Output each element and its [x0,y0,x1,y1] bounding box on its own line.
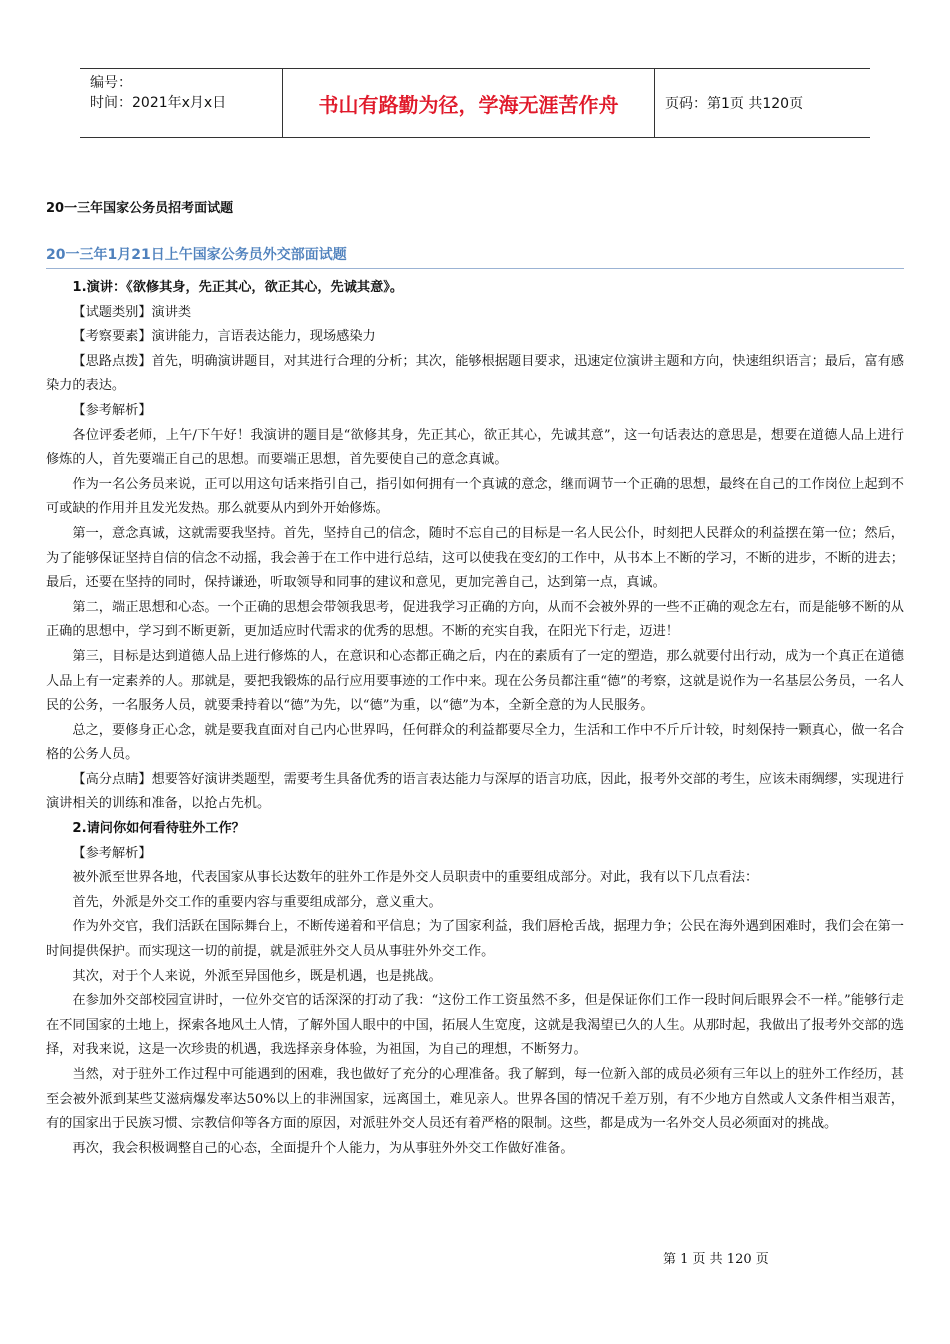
body-paragraph: 作为一名公务员来说，正可以用这句话来指引自己，指引如何拥有一个真诚的意念，继而调节一个正确的思想，最终在自己的工作岗位上起到不可或缺的作用并且发光发热。那么就要从内到外开始修炼。 [46,476,904,517]
question-heading: 1.演讲：《欲修其身，先正其心，欲正其心，先诚其意》。 [72,280,404,295]
body-paragraph: 第一，意念真诚，这就需要我坚持。首先，坚持自己的信念，随时不忘自己的目标是一名人民公仆，时刻把人民群众的利益摆在第一位；然后，为了能够保证坚持自信的信念不动摇，我会善于在工作中进行总结，这可以使我在变幻的工作中，从书本上不断的学习，不断的进步，不断的进去；最后，还要在坚持的同时，保持谦逊，听取领导和同事的建议和意见，更加完善自己，达到第一点，真诚。 [46,525,904,591]
header-page-cell [655,69,870,137]
body-paragraph: 各位评委老师，上午/下午好！我演讲的题目是“欲修其身，先正其心，欲正其心，先诚其意”，这一句话表达的意思是，想要在道德人品上进行修炼的人，首先要端正自己的思想。而要端正思想，首先要使自己的意念真诚。 [46,427,904,468]
number-label: 编号： [90,75,132,91]
body-paragraph: 再次，我会积极调整自己的心态，全面提升个人能力，为从事驻外外交工作做好准备。 [72,1140,574,1156]
body-paragraph: 【思路点拨】首先，明确演讲题目，对其进行合理的分析；其次，能够根据题目要求，迅速定位演讲主题和方向，快速组织语言；最后，富有感染力的表达。 [46,353,904,394]
body-paragraph: 当然，对于驻外工作过程中可能遇到的困难，我也做好了充分的心理准备。我了解到，每一位新入部的成员必须有三年以上的驻外工作经历，甚至会被外派到某些艾滋病爆发率达50%以上的非洲国家，远离国土，难见亲人。世界各国的情况千差万别，有不少地方自然或人文条件相当艰苦，有的国家出于民族习惯、宗教信仰等各方面的原因，对派驻外交人员还有着严格的限制。这些，都是成为一名外交人员必须面对的挑战。 [46,1067,904,1132]
page-footer: 第 1 页 共 120 页 [663,1252,769,1267]
body-paragraph: 被外派至世界各地，代表国家从事长达数年的驻外工作是外交人员职责中的重要组成部分。对此，我有以下几点看法： [72,870,759,886]
slogan: 书山有路勤为径，学海无涯苦作舟 [318,92,619,117]
body-paragraph: 第二，端正思想和心态。一个正确的思想会带领我思考，促进我学习正确的方向，从而不会被外界的一些不正确的观念左右，而是能够不断的从正确的思想中，学习到不断更新，更加适应时代需求的优秀的思想。不断的充实自我，在阳光下行走，迈进！ [46,599,904,640]
date-label: 时间：2021年x月x日 [90,95,227,111]
body-paragraph: 【高分点睛】想要答好演讲类题型，需要考生具备优秀的语言表达能力与深厚的语言功底，因此，报考外交部的考生，应该未雨绸缪，实现进行演讲相关的训练和准备，以抢占先机。 [46,771,904,812]
body-paragraph: 【试题类别】演讲类 [72,304,192,320]
header-left-cell [80,69,282,137]
body-paragraph: 【参考解析】 [72,845,152,861]
body-paragraph: 【参考解析】 [72,402,152,418]
document-title: 20一三年国家公务员招考面试题 [46,201,234,216]
body-paragraph: 作为外交官，我们活跃在国际舞台上，不断传递着和平信息；为了国家利益，我们唇枪舌战，据理力争；公民在海外遇到困难时，我们会在第一时间提供保护。而实现这一切的前提，就是派驻外交人员从事驻外外交工作。 [46,919,904,960]
page-header [80,68,870,138]
body-paragraph: 在参加外交部校园宣讲时，一位外交官的话深深的打动了我：“这份工作工资虽然不多，但是保证你们工作一段时间后眼界会不一样。”能够行走在不同国家的土地上，探索各地风土人情，了解外国人眼中的中国，拓展人生宽度，这就是我渴望已久的人生。从那时起，我做出了报考外交部的选择，对我来说，这是一次珍贵的机遇，我选择亲身体验，为祖国，为自己的理想，不断努力。 [46,993,904,1058]
body-paragraph: 【考察要素】演讲能力，言语表达能力，现场感染力 [72,329,376,345]
question-heading: 2.请问你如何看待驻外工作？ [72,821,245,837]
body-paragraph: 其次，对于个人来说，外派至异国他乡，既是机遇，也是挑战。 [72,968,442,984]
page-info: 页码：第1页 共120页 [665,96,804,112]
body-paragraph: 总之，要修身正心念，就是要我直面对自己内心世界吗，任何群众的利益都要尽全力，生活和工作中不斤斤计较，时刻保持一颗真心，做一名合格的公务人员。 [46,722,904,763]
header-slogan-cell [282,69,655,137]
body-paragraph: 第三，目标是达到道德人品上进行修炼的人，在意识和心态都正确之后，内在的素质有了一定的塑造，那么就要付出行动，成为一个真正在道德人品上有一定素养的人。那就是，要把我锻炼的品行应用要事迹的工作中来。现在公务员都注重“德”的考察，这就是说作为一名基层公务员，一名人民的公务，一名服务人员，就要秉持着以“德”为先，以“德”为重，以“德”为本，全新全意的为人民服务。 [46,648,904,714]
section-heading: 20一三年1月21日上午国家公务员外交部面试题 [46,244,904,269]
body-paragraph: 首先，外派是外交工作的重要内容与重要组成部分，意义重大。 [72,894,442,910]
document-body [46,276,904,1161]
